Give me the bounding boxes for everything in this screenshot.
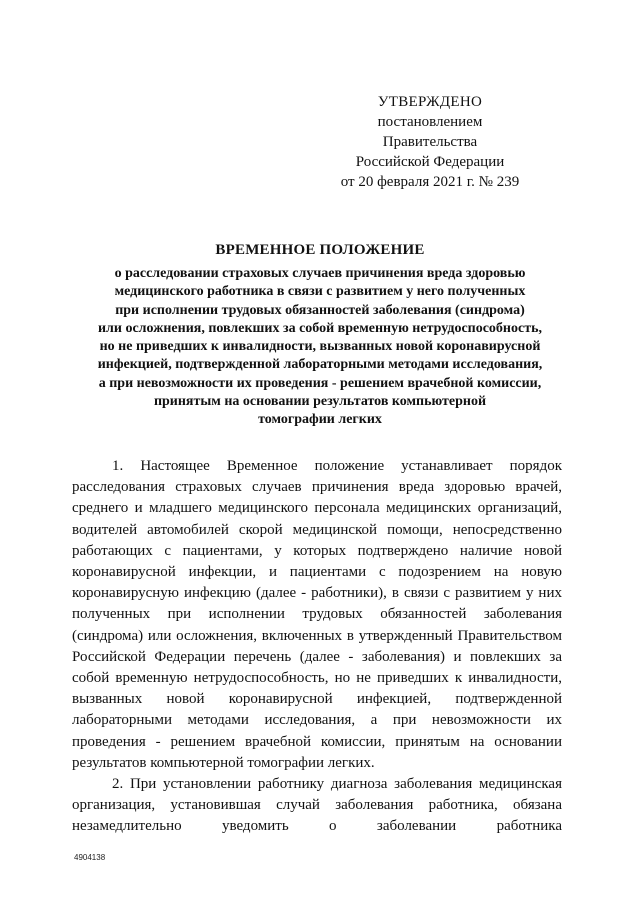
subtitle-line: о расследовании страховых случаев причинения вреда здоровью [114,266,526,281]
subtitle-line: томографии легких [258,412,382,428]
approval-authority: постановлением Правительства [377,114,483,150]
paragraph-1: 1. Настоящее Временное положение устанавливает порядок расследования страховых случаев причинения вреда здоровью врачей, среднего и младшего медицинского персонала медицинских организаций, водителей автомобилей скорой медицинской помощи, непосредственно работающих с пациентами, у которых подтверждено наличие новой коронавирусной инфекции, и пациентами с подозрением на новую коронавирусную инфекцию (далее - работники), в связи с развитием у них полученных при исполнении трудовых обязанностей заболевания (синдрома) или осложнения, включенных в утвержденный Правительством Российской Федерации перечень (далее - заболевания) и повлекших за собой временную нетрудоспособность, но не приведших к инвалидности, вызванных новой коронавирусной инфекцией, подтвержденной лабораторными методами исследования, а при невозможности их проведения - решением врачебной комиссии, принятым на основании результатов компьютерной томографии легких. [72,458,562,771]
document-subtitle [70,265,570,430]
document-code: 4904138 [74,853,106,862]
subtitle-line: или осложнения, повлекших за собой временную нетрудоспособность, [97,320,542,336]
document-title: ВРЕМЕННОЕ ПОЛОЖЕНИЕ [215,242,425,258]
subtitle-line: а при невозможности их проведения - решением врачебной комиссии, [98,375,542,391]
subtitle-line: принятым на основании результатов компьютерной [153,394,487,410]
approval-heading: УТВЕРЖДЕНО [377,94,483,110]
approval-country: Российской Федерации [355,154,505,170]
subtitle-line: но не приведших к инвалидности, вызванных новой коронавирусной [99,339,541,355]
paragraph-2: 2. При установлении работнику диагноза заболевания медицинская организация, установившая случай заболевания работника, обязана незамедлительно уведомить о заболевании работника [72,776,562,835]
subtitle-line: инфекцией, подтвержденной лабораторными методами исследования, [97,357,543,373]
approval-stamp [330,92,530,192]
subtitle-line: при исполнении трудовых обязанностей заболевания (синдрома) [115,302,525,318]
approval-date-number: от 20 февраля 2021 г. № 239 [340,174,520,190]
document-body [72,456,562,838]
subtitle-line: медицинского работника в связи с развитием у него полученных [114,284,526,300]
